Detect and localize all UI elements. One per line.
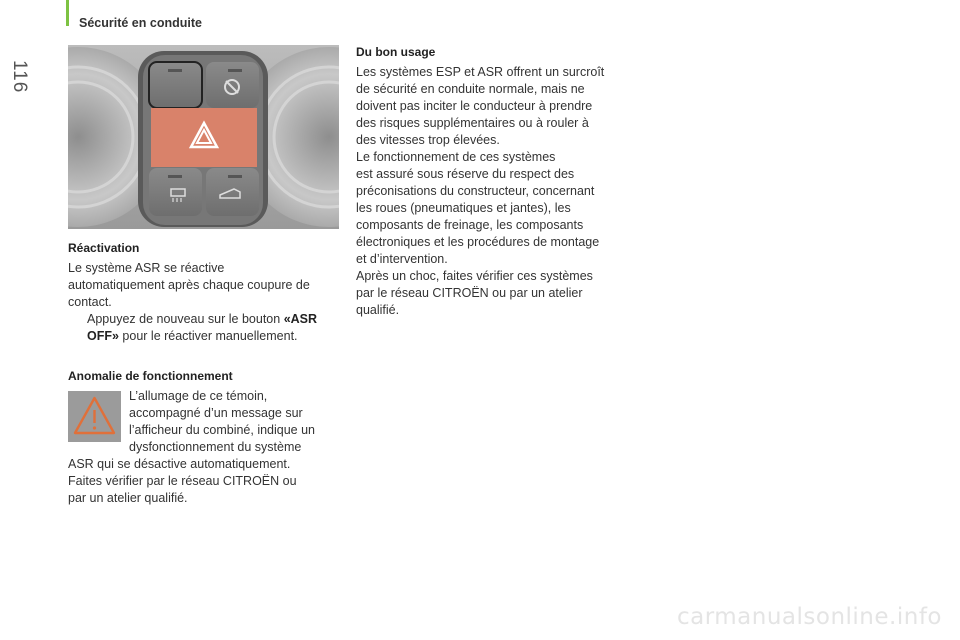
bon-usage-line: Après un choc, faites vérifier ces systèmes (356, 269, 593, 283)
reactivation-line-1: Le système ASR se réactive (68, 261, 225, 275)
hazard-button-icon[interactable] (151, 108, 257, 167)
bon-usage-line: et d’intervention. (356, 252, 448, 266)
warning-triangle-icon (68, 391, 121, 442)
dashboard-photo (68, 45, 339, 229)
anomalie-line-4: dysfonctionnement du système (129, 440, 302, 454)
reactivation-heading: Réactivation (68, 241, 140, 255)
bon-usage-heading: Du bon usage (356, 45, 436, 59)
reactivation-bullet-line-2: OFF» pour le réactiver manuellement. (87, 329, 298, 343)
anomalie-line-3: l’afficheur du combiné, indique un (129, 423, 316, 437)
page-number: 116 (9, 60, 30, 94)
asr-off-button[interactable] (149, 62, 202, 108)
anomalie-line-6: Faites vérifier par le réseau CITROËN ou (68, 474, 297, 488)
bon-usage-line: est assuré sous réserve du respect des (356, 167, 575, 181)
bon-usage-line: par le réseau CITROËN ou par un atelier (356, 286, 583, 300)
anomalie-line-5: ASR qui se désactive automatiquement. (68, 457, 291, 471)
bon-usage-line: doivent pas inciter le conducteur à prendre (356, 99, 593, 113)
reactivation-bullet-line-1: Appuyez de nouveau sur le bouton «ASR (87, 312, 318, 326)
anomalie-line-2: accompagné d’un message sur (129, 406, 303, 420)
bon-usage-line: des vitesses trop élevées. (356, 133, 500, 147)
bon-usage-line: électroniques et les procédures de montage (356, 235, 600, 249)
reactivation-line-3: contact. (68, 295, 112, 309)
bon-usage-line: Le fonctionnement de ces systèmes (356, 150, 556, 164)
section-title: Sécurité en conduite (79, 16, 202, 30)
bon-usage-line: composants de freinage, les composants (356, 218, 584, 232)
section-accent-bar (66, 0, 69, 26)
bon-usage-line: des risques supplémentaires ou à rouler à (356, 116, 589, 130)
reactivation-line-2: automatiquement après chaque coupure de (68, 278, 310, 292)
watermark-link[interactable]: carmanualsonline.info (676, 604, 942, 630)
bon-usage-line: Les systèmes ESP et ASR offrent un surcroît (356, 65, 605, 79)
bon-usage-line: préconisations du constructeur, concernant (356, 184, 595, 198)
bon-usage-line: qualifié. (356, 303, 400, 317)
anomalie-line-7: par un atelier qualifié. (68, 491, 188, 505)
bon-usage-line: les roues (pneumatiques et jantes), les (356, 201, 571, 215)
anomalie-line-1: L’allumage de ce témoin, (129, 389, 268, 403)
bon-usage-line: de sécurité en conduite normale, mais ne (356, 82, 585, 96)
anomalie-heading: Anomalie de fonctionnement (68, 369, 233, 383)
